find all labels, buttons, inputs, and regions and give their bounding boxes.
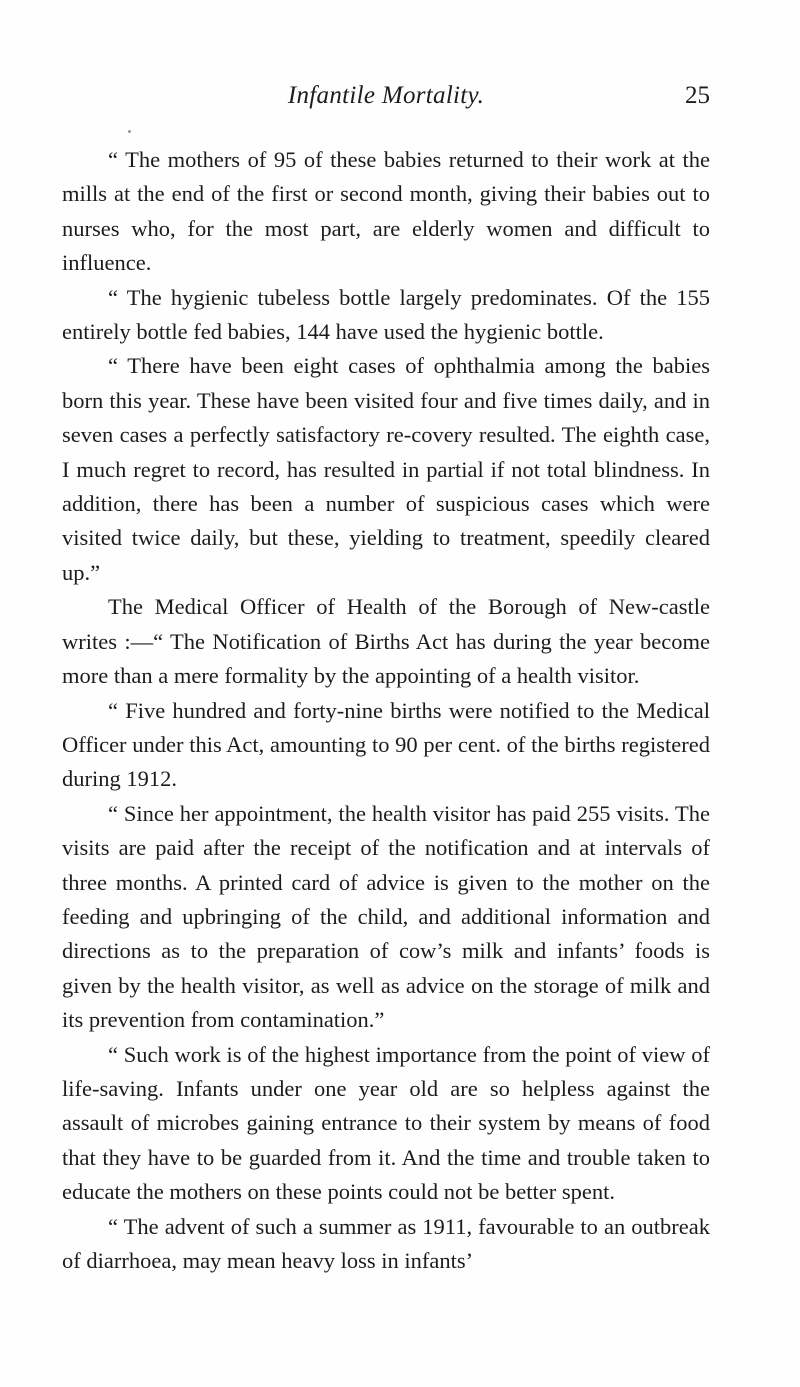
paragraph-hygienic-bottle: “ The hygienic tubeless bottle largely predominates. Of the 155 entirely bottle fed babies, 144 have used the hygienic bottle. — [62, 284, 710, 345]
paragraph-ophthalmia-cases: “ There have been eight cases of ophthalmia among the babies born this year. These have been visited four and five times daily, and in seven cases a perfectly satisfactory re-covery resulted. The eighth case, I much regret to record, has resulted in partial if not total blindness. In addition, there has been a number of suspicious cases which were visited twice daily, but these, yielding to treatment, speedily cleared up.” — [62, 353, 710, 585]
paragraph-mothers-return-to-work: “ The mothers of 95 of these babies returned to their work at the mills at the end of the first or second month, giving their babies out to nurses who, for the most part, are elderly women and difficult to influence. — [62, 147, 710, 276]
paragraph-health-visitor-visits: “ Since her appointment, the health visitor has paid 255 visits. The visits are paid after the receipt of the notification and at intervals of three months. A printed card of advice is given to the mother on the feeding and upbringing of the child, and additional information and directions as to the preparation of cow’s milk and infants’ foods is given by the health visitor, as well as advice on the storage of milk and its prevention from contamination.” — [62, 800, 710, 1033]
body-text — [62, 143, 710, 1278]
page-number: 25 — [685, 82, 710, 109]
paragraph-life-saving-importance: “ Such work is of the highest importance from the point of view of life-saving. Infants under one year old are so helpless against the assault of microbes gaining entrance to their system by means of food that they have to be guarded from it. And the time and trouble taken to educate the mothers on these points could not be better spent. — [62, 1041, 710, 1205]
paragraph-newcastle-officer: The Medical Officer of Health of the Borough of New-castle writes :—“ The Notification of Births Act has during the year become more than a mere formality by the appointing of a health visitor. — [62, 594, 710, 689]
paragraph-summer-1911: “ The advent of such a summer as 1911, favourable to an outbreak of diarrhoea, may mean heavy loss in infants’ — [62, 1213, 710, 1273]
paragraph-births-notified: “ Five hundred and forty-nine births were notified to the Medical Officer under this Act, amounting to 90 per cent. of the births registered during 1912. — [62, 697, 710, 792]
running-title: Infantile Mortality. — [287, 82, 485, 109]
scan-speck — [128, 130, 131, 133]
page-header — [62, 76, 710, 116]
